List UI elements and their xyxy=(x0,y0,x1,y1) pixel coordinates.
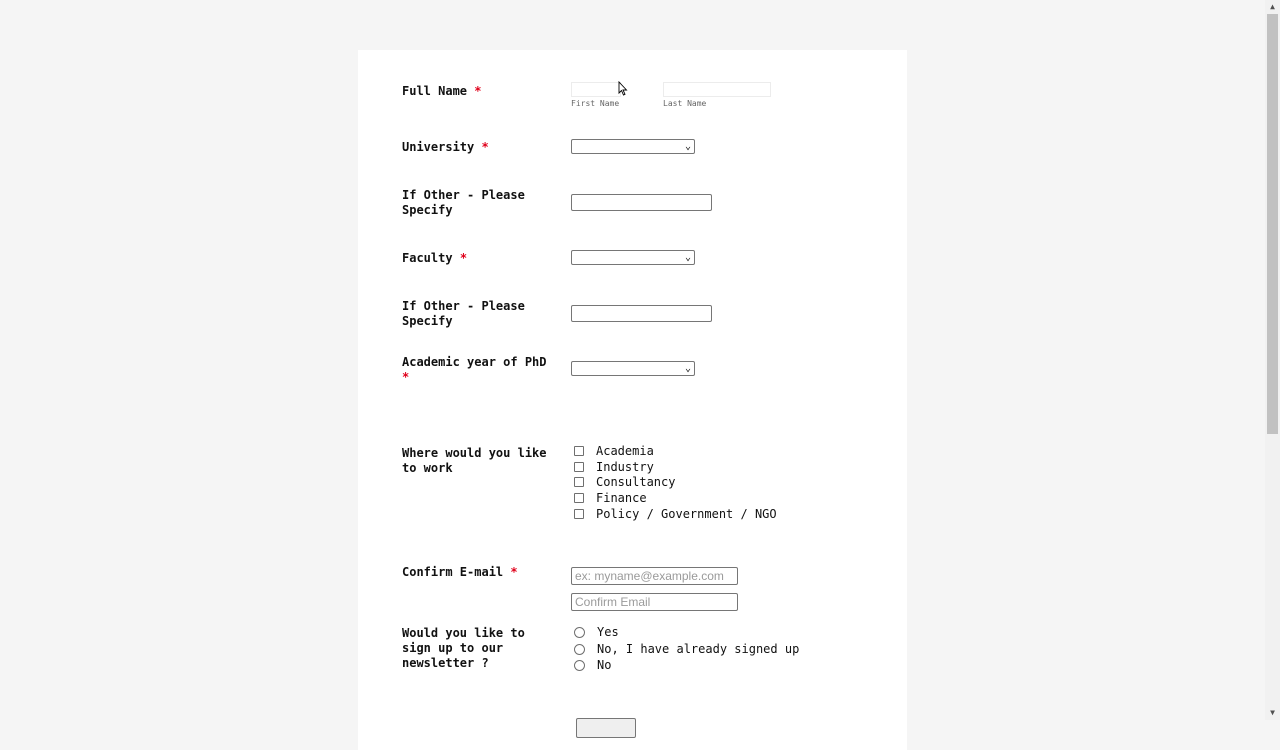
university-label: University * xyxy=(402,140,489,154)
work-preference-label: Where would you like to work xyxy=(402,446,547,475)
academic-year-label: Academic year of PhD * xyxy=(402,355,547,384)
newsletter-option[interactable]: No xyxy=(574,657,611,673)
newsletter-option[interactable]: Yes xyxy=(574,624,619,640)
submit-button[interactable] xyxy=(576,718,636,738)
required-mark: * xyxy=(474,84,482,98)
checkbox[interactable] xyxy=(574,446,584,456)
university-other-label: If Other - Please Specify xyxy=(402,188,525,217)
checkbox[interactable] xyxy=(574,462,584,472)
confirm-email-label: Confirm E-mail * xyxy=(402,565,518,579)
university-select[interactable] xyxy=(571,139,695,154)
chevron-down-icon: ⌄ xyxy=(684,363,691,374)
work-option[interactable]: Policy / Government / NGO xyxy=(574,506,777,522)
radio-button[interactable] xyxy=(574,660,585,671)
faculty-select[interactable] xyxy=(571,250,695,265)
faculty-other-label: If Other - Please Specify xyxy=(402,299,525,328)
checkbox[interactable] xyxy=(574,477,584,487)
required-mark: * xyxy=(510,565,518,579)
newsletter-option[interactable]: No, I have already signed up xyxy=(574,641,799,657)
chevron-down-icon: ⌄ xyxy=(684,141,691,152)
page-scrollbar[interactable] xyxy=(1265,0,1280,720)
radio-button[interactable] xyxy=(574,627,585,638)
scrollbar-thumb[interactable] xyxy=(1267,14,1278,434)
confirm-email-input[interactable] xyxy=(571,593,738,611)
required-mark: * xyxy=(459,251,468,265)
email-input[interactable] xyxy=(571,567,738,585)
work-option[interactable]: Industry xyxy=(574,459,654,475)
checkbox[interactable] xyxy=(574,509,584,519)
last-name-input[interactable] xyxy=(663,82,771,97)
newsletter-label: Would you like to sign up to our newsletter ? xyxy=(402,626,525,670)
arrow-down-icon[interactable]: ▼ xyxy=(1270,708,1275,717)
first-name-input[interactable] xyxy=(571,82,621,97)
radio-button[interactable] xyxy=(574,644,585,655)
required-mark: * xyxy=(402,370,410,384)
work-option[interactable]: Finance xyxy=(574,490,647,506)
chevron-down-icon: ⌄ xyxy=(684,252,691,263)
work-option[interactable]: Academia xyxy=(574,443,654,459)
faculty-other-input[interactable] xyxy=(571,305,712,322)
last-name-sublabel: Last Name xyxy=(663,99,707,108)
form-card xyxy=(358,50,907,750)
required-mark: * xyxy=(481,140,489,154)
university-other-input[interactable] xyxy=(571,194,712,211)
full-name-label: Full Name * xyxy=(402,84,482,98)
first-name-sublabel: First Name xyxy=(571,99,620,108)
checkbox[interactable] xyxy=(574,493,584,503)
mouse-cursor-icon xyxy=(618,81,628,96)
faculty-label: Faculty * xyxy=(402,251,468,265)
academic-year-select[interactable] xyxy=(571,361,695,376)
arrow-up-icon[interactable]: ▲ xyxy=(1270,2,1275,11)
work-option[interactable]: Consultancy xyxy=(574,474,675,490)
